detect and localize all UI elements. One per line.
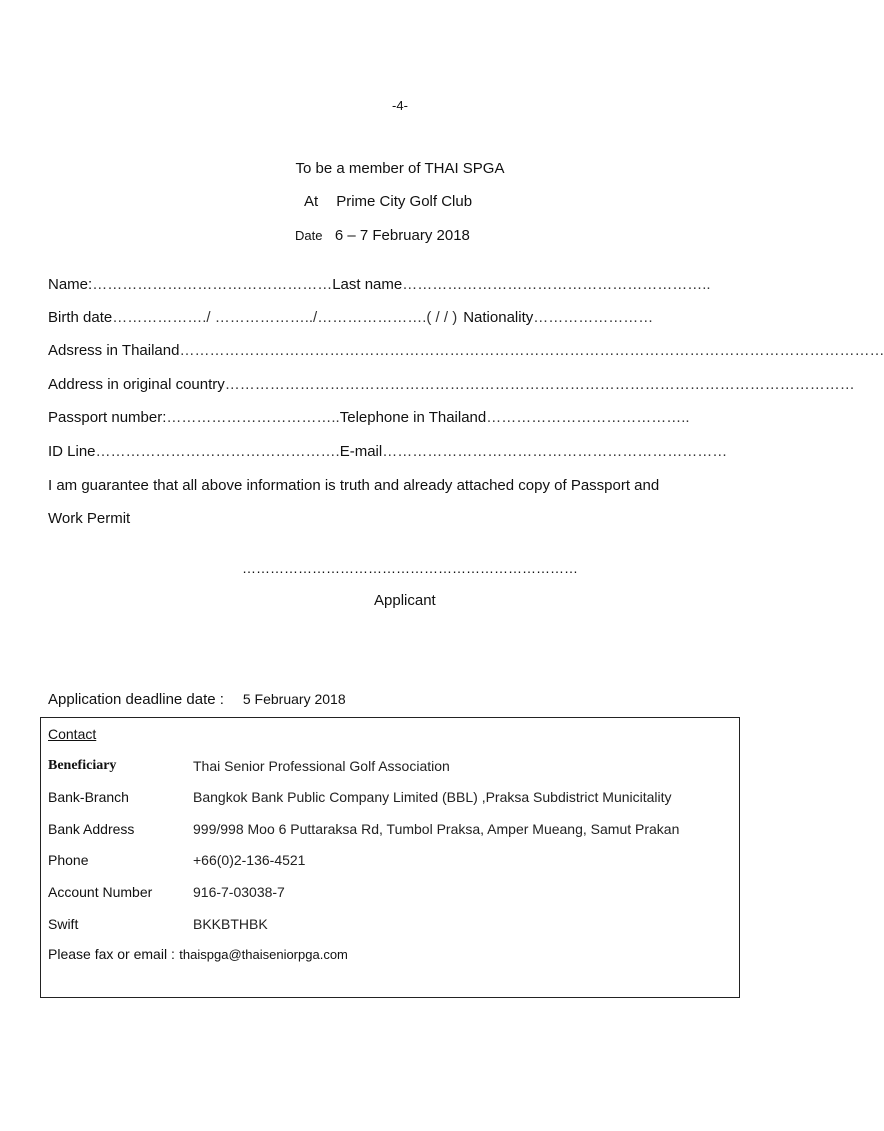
date-label: Date [295,228,323,243]
address-origin-row [48,376,855,393]
venue-name: Prime City Golf Club [336,193,473,210]
id-line-label: ID Line [48,443,96,460]
passport-label: Passport number: [48,409,167,426]
guarantee-text-line-1: I am guarantee that all above information is truth and already attached copy of Passport and [48,477,660,494]
passport-fill-line[interactable]: …………………………….. [166,409,340,426]
passport-phone-row [48,409,732,426]
nationality-fill-line[interactable]: …………………… [533,309,654,326]
name-fill-line[interactable]: ………………………………………… [92,276,333,293]
guarantee-text-line-2: Work Permit [48,510,131,527]
deadline-label: Application deadline date : [48,691,224,708]
bank-address-value: 999/998 Moo 6 Puttaraksa Rd, Tumbol Praksa, Amper Mueang, Samut Prakan [193,821,680,837]
birth-date-fill-line[interactable]: ………………./ ………………../………………….( / / ) [112,309,458,326]
id-line-fill-line[interactable]: …………………………………………. [95,443,340,460]
signature-fill-line[interactable]: ……………………………………………………………… [242,560,578,576]
account-number-value: 916-7-03038-7 [193,884,285,900]
email-label: E-mail [339,443,383,460]
deadline-value: 5 February 2018 [242,691,346,707]
nationality-label: Nationality [463,309,534,326]
fax-email-row [48,946,348,964]
telephone-fill-line[interactable]: ………………………………….. [486,409,690,426]
contact-heading: Contact [48,726,97,742]
swift-label: Swift [48,916,79,932]
contact-email-link[interactable]: thaispga@thaiseniorpga.com [179,947,348,962]
event-date-value: 6 – 7 February 2018 [334,227,470,244]
bank-address-label: Bank Address [48,821,135,837]
bank-branch-label: Bank-Branch [48,789,129,805]
applicant-label: Applicant [374,592,436,609]
address-origin-fill-line[interactable]: ……………………………………………………………………………………………………………… [224,376,855,393]
phone-label: Phone [48,852,89,868]
deadline-row [48,691,346,709]
at-label: At [304,193,319,210]
bank-branch-value: Bangkok Bank Public Company Limited (BBL) ,Praksa Subdistrict Municitality [193,789,672,805]
last-name-fill-line[interactable]: …………………………………………………….. [402,276,711,293]
address-thailand-fill-line[interactable]: …………………………………………………………………………………………………………………………… [179,342,884,359]
address-thailand-label: Adsress in Thailand [48,342,180,359]
birth-nationality-row [48,309,732,326]
address-thailand-row [48,342,884,359]
beneficiary-label: Beneficiary [48,758,117,773]
beneficiary-value: Thai Senior Professional Golf Association [193,758,450,774]
name-label: Name: [48,276,93,293]
swift-value: BKKBTHBK [193,916,268,932]
idline-email-row [48,443,732,460]
page-number: -4- [392,98,408,113]
telephone-label: Telephone in Thailand [339,409,487,426]
address-origin-label: Address in original country [48,376,225,393]
email-fill-line[interactable]: …………………………………………………………… [382,443,728,460]
account-number-label: Account Number [48,884,153,900]
phone-value: +66(0)2-136-4521 [193,852,306,868]
venue-line [304,193,472,210]
form-title: To be a member of THAI SPGA [295,160,505,177]
fax-email-label: Please fax or email : [48,946,175,962]
birth-date-label: Birth date [48,309,113,326]
name-field-row [48,276,732,293]
last-name-label: Last name [332,276,403,293]
event-date-line [295,227,470,244]
